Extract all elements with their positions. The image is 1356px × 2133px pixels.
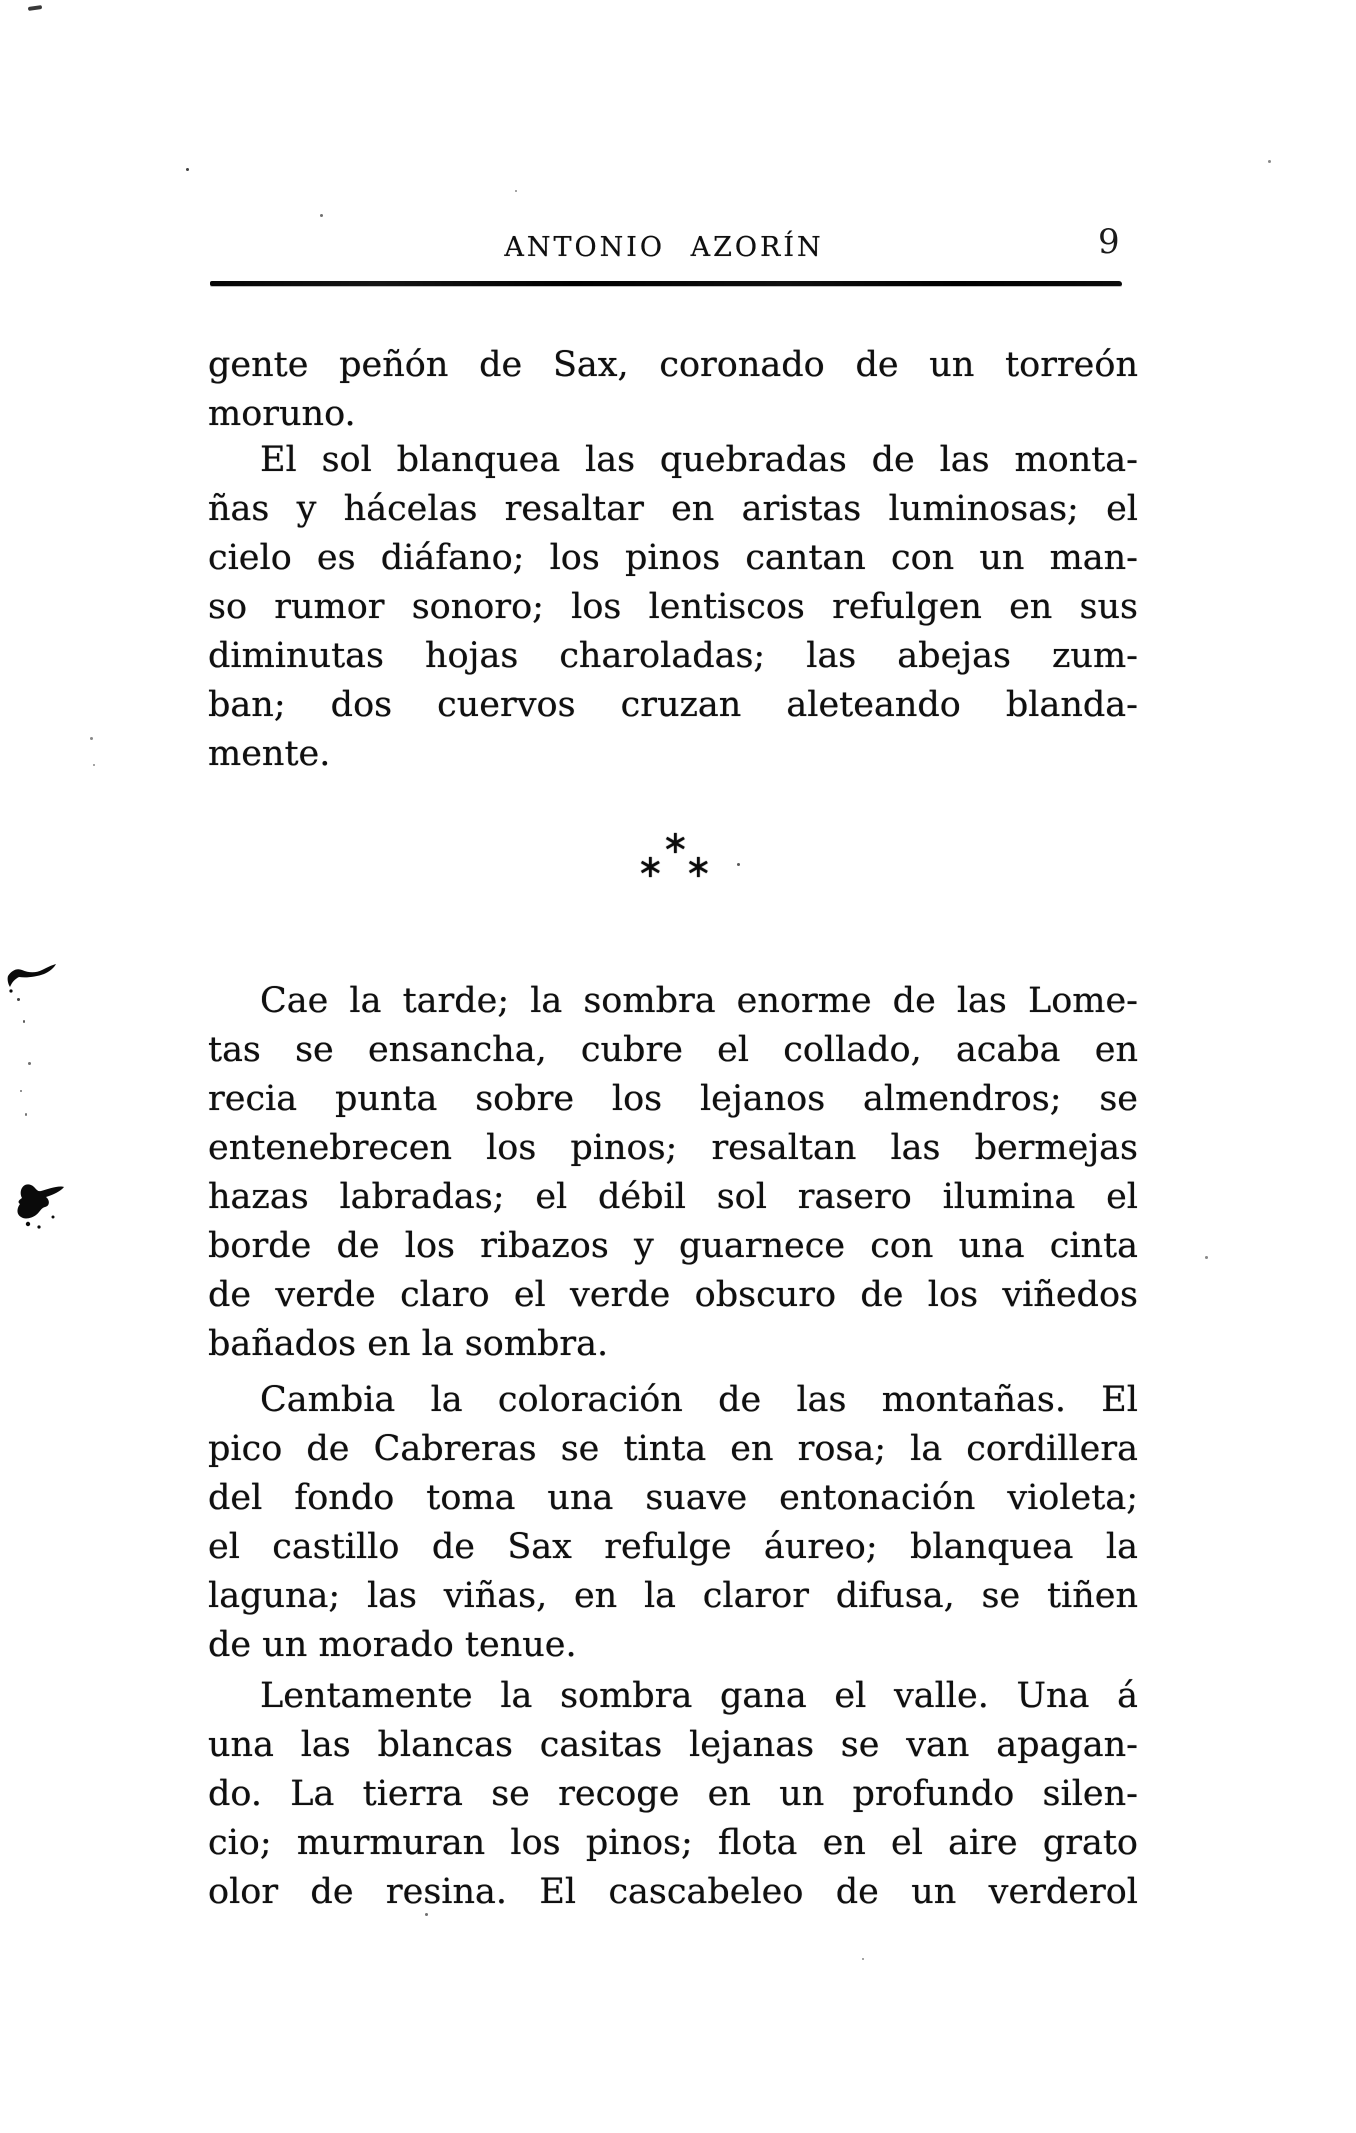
scan-speck — [1268, 160, 1271, 163]
text-line: ñas y hácelas resaltar en aristas luminosas; el — [208, 489, 1138, 529]
text-line: bañados en la sombra. — [208, 1324, 609, 1364]
scan-speck — [186, 168, 189, 171]
text-line: so rumor sonoro; los lentiscos refulgen en sus — [208, 587, 1138, 627]
running-title: ANTONIO AZORÍN — [504, 232, 824, 263]
paragraph-2 — [208, 436, 1138, 779]
asterisk-icon: ∗ — [662, 823, 689, 861]
scan-speck — [17, 998, 20, 1001]
text-line: cielo es diáfano; los pinos cantan con un man- — [208, 538, 1138, 578]
asterism-divider — [594, 823, 744, 888]
text-line: ban; dos cuervos cruzan aleteando blanda- — [208, 685, 1138, 725]
header-rule — [210, 281, 1122, 286]
scan-speck — [737, 863, 740, 866]
text-line: del fondo toma una suave entonación violeta; — [208, 1478, 1138, 1518]
text-line: do. La tierra se recoge en un profundo silen- — [208, 1774, 1138, 1814]
text-line: entenebrecen los pinos; resaltan las bermejas — [208, 1128, 1138, 1168]
scan-speck — [93, 764, 95, 766]
paragraph-4 — [208, 1376, 1138, 1670]
text-line: laguna; las viñas, en la claror difusa, se tiñen — [208, 1576, 1138, 1616]
asterisk-icon: ∗ — [637, 847, 664, 885]
text-line: tas se ensancha, cubre el collado, acaba en — [208, 1030, 1138, 1070]
ink-smudge — [8, 1176, 68, 1236]
scan-speck — [425, 1913, 428, 1916]
scan-speck — [862, 1958, 864, 1960]
ink-smudge — [6, 960, 58, 998]
text-line: borde de los ribazos y guarnece con una cinta — [208, 1226, 1138, 1266]
text-line: de un morado tenue. — [208, 1625, 577, 1665]
text-line: el castillo de Sax refulge áureo; blanquea la — [208, 1527, 1138, 1567]
text-line: diminutas hojas charoladas; las abejas zum- — [208, 636, 1138, 676]
text-line: pico de Cabreras se tinta en rosa; la cordillera — [208, 1429, 1138, 1469]
scan-speck — [90, 737, 93, 740]
scan-speck — [388, 1852, 390, 1854]
text-line: Lentamente la sombra gana el valle. Una á — [260, 1676, 1138, 1716]
text-line: Cambia la coloración de las montañas. El — [260, 1380, 1138, 1420]
page-number: 9 — [1098, 222, 1120, 262]
text-line: cio; murmuran los pinos; flota en el aire grato — [208, 1823, 1138, 1863]
text-line: hazas labradas; el débil sol rasero ilumina el — [208, 1177, 1138, 1217]
text-line: moruno. — [208, 394, 356, 434]
text-line: de verde claro el verde obscuro de los viñedos — [208, 1275, 1138, 1315]
text-line: una las blancas casitas lejanas se van apagan- — [208, 1725, 1138, 1765]
text-line: mente. — [208, 734, 331, 774]
ink-smudge — [28, 5, 42, 11]
text-line: olor de resina. El cascabeleo de un verderol — [208, 1872, 1138, 1912]
scan-speck — [320, 214, 323, 217]
scan-speck — [1205, 1256, 1208, 1259]
scan-speck — [515, 190, 517, 192]
paragraph-3 — [208, 977, 1138, 1369]
paragraph-1 — [208, 341, 1138, 439]
text-line: gente peñón de Sax, coronado de un torreón — [208, 345, 1138, 385]
scan-speck — [20, 1090, 22, 1092]
scan-speck — [28, 1062, 31, 1065]
text-line: Cae la tarde; la sombra enorme de las Lome- — [260, 981, 1138, 1021]
text-line: recia punta sobre los lejanos almendros; se — [208, 1079, 1138, 1119]
scan-speck — [23, 1020, 25, 1023]
asterisk-icon: ∗ — [685, 847, 712, 885]
text-line: El sol blanquea las quebradas de las monta- — [260, 440, 1138, 480]
scan-speck — [25, 1113, 27, 1116]
paragraph-5 — [208, 1672, 1138, 1917]
